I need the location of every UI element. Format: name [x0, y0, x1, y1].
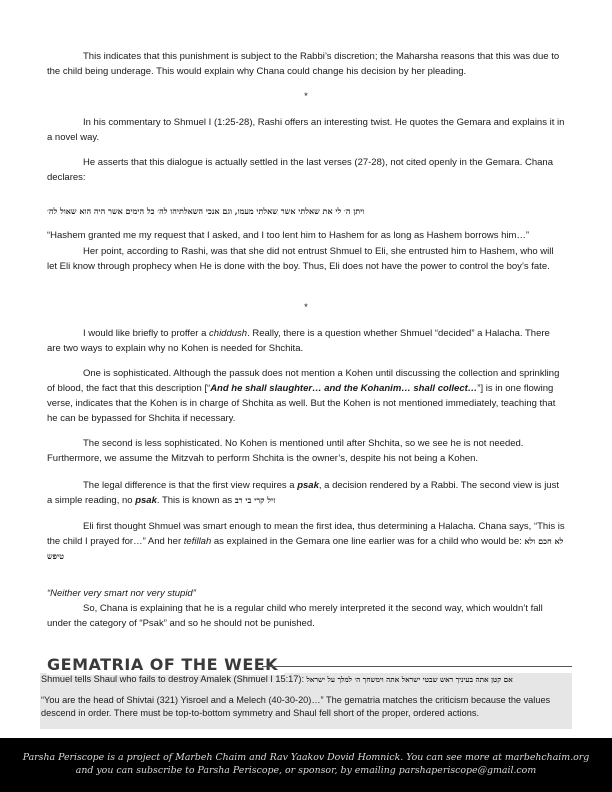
- text-run: . Really, there is a question whether Shmuel “decided” a Halacha. There are two ways to explain why no Kohen is needed for Shchita.: [47, 328, 550, 354]
- emphasis-chiddush: chiddush: [209, 328, 248, 339]
- gematria-box: [40, 655, 572, 729]
- emphasis-psak: psak: [135, 495, 157, 506]
- gematria-intro-text: Shmuel tells Shaul who fails to destroy Amalek (Shmuel I 15:17):: [41, 674, 307, 684]
- hebrew-phrase: זיל קרי בי רב: [234, 495, 276, 505]
- paragraph-rashi-commentary: In his commentary to Shmuel I (1:25-28), Rashi offers an interesting twist. He quotes the Gemara and explains it in a novel way.: [47, 117, 565, 143]
- footer-line-1: Parsha Periscope is a project of Marbeh Chaim and Rav Yaakov Dovid Homnick. You can see more at marbehchaim.org: [22, 752, 590, 763]
- section-separator: *: [304, 302, 308, 313]
- footer-banner: [0, 738, 612, 792]
- hebrew-phrase: לא חכם ולא טיפש: [47, 536, 564, 561]
- gematria-body: [41, 673, 571, 720]
- gematria-intro: [41, 673, 571, 686]
- text-run: . This is known as: [156, 495, 235, 506]
- text-run: , a decision rendered by a Rabbi. The second view is just a simple reading, no: [47, 480, 559, 506]
- text-run: The legal difference is that the first view requires a: [83, 480, 298, 491]
- neither-smart-quote: “Neither very smart nor very stupid”: [47, 587, 196, 599]
- paragraph-less-sophisticated: The second is less sophisticated. No Kohen is mentioned until after Shchita, so we see he is not needed. Furthermore, we assume the Mitzvah to perform Shchita is the owner’s, despite his not being a Kohen.: [47, 438, 524, 464]
- hebrew-verse: [47, 204, 565, 219]
- gematria-header: [40, 655, 572, 673]
- gematria-rule: [262, 666, 572, 667]
- paragraph-eli-thought: [47, 519, 565, 564]
- text-run: ”] is in one flowing verse, indicates that the Kohen is in charge of Shchita as well. But the Kohen is not mentioned immediately, teaching that he can be bypassed for Shchita if necessary.: [47, 383, 556, 424]
- paragraph-maharsha: This indicates that this punishment is subject to the Rabbi’s discretion; the Maharsha reasons that this was due to the child being underage. This would explain why Chana could change his decision by her pleading.: [47, 51, 560, 77]
- emphasis-tefillah: tefillah: [183, 536, 212, 547]
- hebrew-verse-text: ויתן ה׳ לי את שאלתי אשר שאלתי מעמו, וגם אנכי השאלתיהו לה׳ כל הימים אשר היה הוא שאול לה׳: [47, 205, 365, 216]
- gematria-hebrew-verse: אם קטן אתה בעיניך ראש שבטי ישראל אתה וימשחך ה׳ למלך על ישראל: [306, 675, 513, 684]
- paragraph-sophisticated: [47, 366, 565, 426]
- emphasis-psak: psak: [297, 480, 319, 491]
- text-run: as explained in the Gemara one line earlier was for a child who would be:: [211, 536, 525, 547]
- text-run: One is sophisticated. Although the passuk does not mention a Kohen until discussing the collection and sprinkling of blood, the fact that this description [“: [47, 368, 560, 394]
- paragraph-rashi-point: Her point, according to Rashi, was that she did not entrust Shmuel to Eli, she entrusted him to Hashem, who will let Eli know through prophecy when He is done with the boy. Thus, Eli does not have the power to control the boy’s fate.: [47, 246, 554, 272]
- text-run: Eli first thought Shmuel was smart enough to mean the first idea, thus determining a Halacha. Chana says, “This is the child I prayed for…” And her: [47, 521, 565, 547]
- text-run: I would like briefly to proffer a: [83, 328, 210, 339]
- verse-translation: “Hashem granted me my request that I asked, and I too lent him to Hashem for as long as Hashem borrows him…”: [47, 229, 530, 241]
- gematria-title: GEMATRIA OF THE WEEK: [47, 655, 284, 675]
- section-separator: *: [304, 91, 308, 102]
- gematria-explanation: “You are the head of Shivtai (321) Yisroel and a Melech (40-30-20)…” The gematria matches the criticism because the values descend in order. There must be top-to-bottom symmetry and Shaul fell short of the proper, ordered actions.: [41, 695, 551, 718]
- paragraph-conclusion: So, Chana is explaining that he is a regular child who merely interpreted it the second way, which wouldn’t fall under the category of “Psak” and so he should not be punished.: [47, 603, 543, 629]
- footer-line-2: and you can subscribe to Parsha Periscope, or sponsor, by emailing parshaperiscope@gmail.com: [75, 765, 537, 776]
- emphasis-verse-quote: And he shall slaughter… and the Kohanim… shall collect…: [210, 383, 478, 394]
- paragraph-chiddush: [47, 326, 565, 356]
- paragraph-chana-declares: He asserts that this dialogue is actually settled in the last verses (27-28), not cited openly in the Gemara. Chana declares:: [47, 157, 553, 183]
- paragraph-legal-difference: [47, 478, 565, 508]
